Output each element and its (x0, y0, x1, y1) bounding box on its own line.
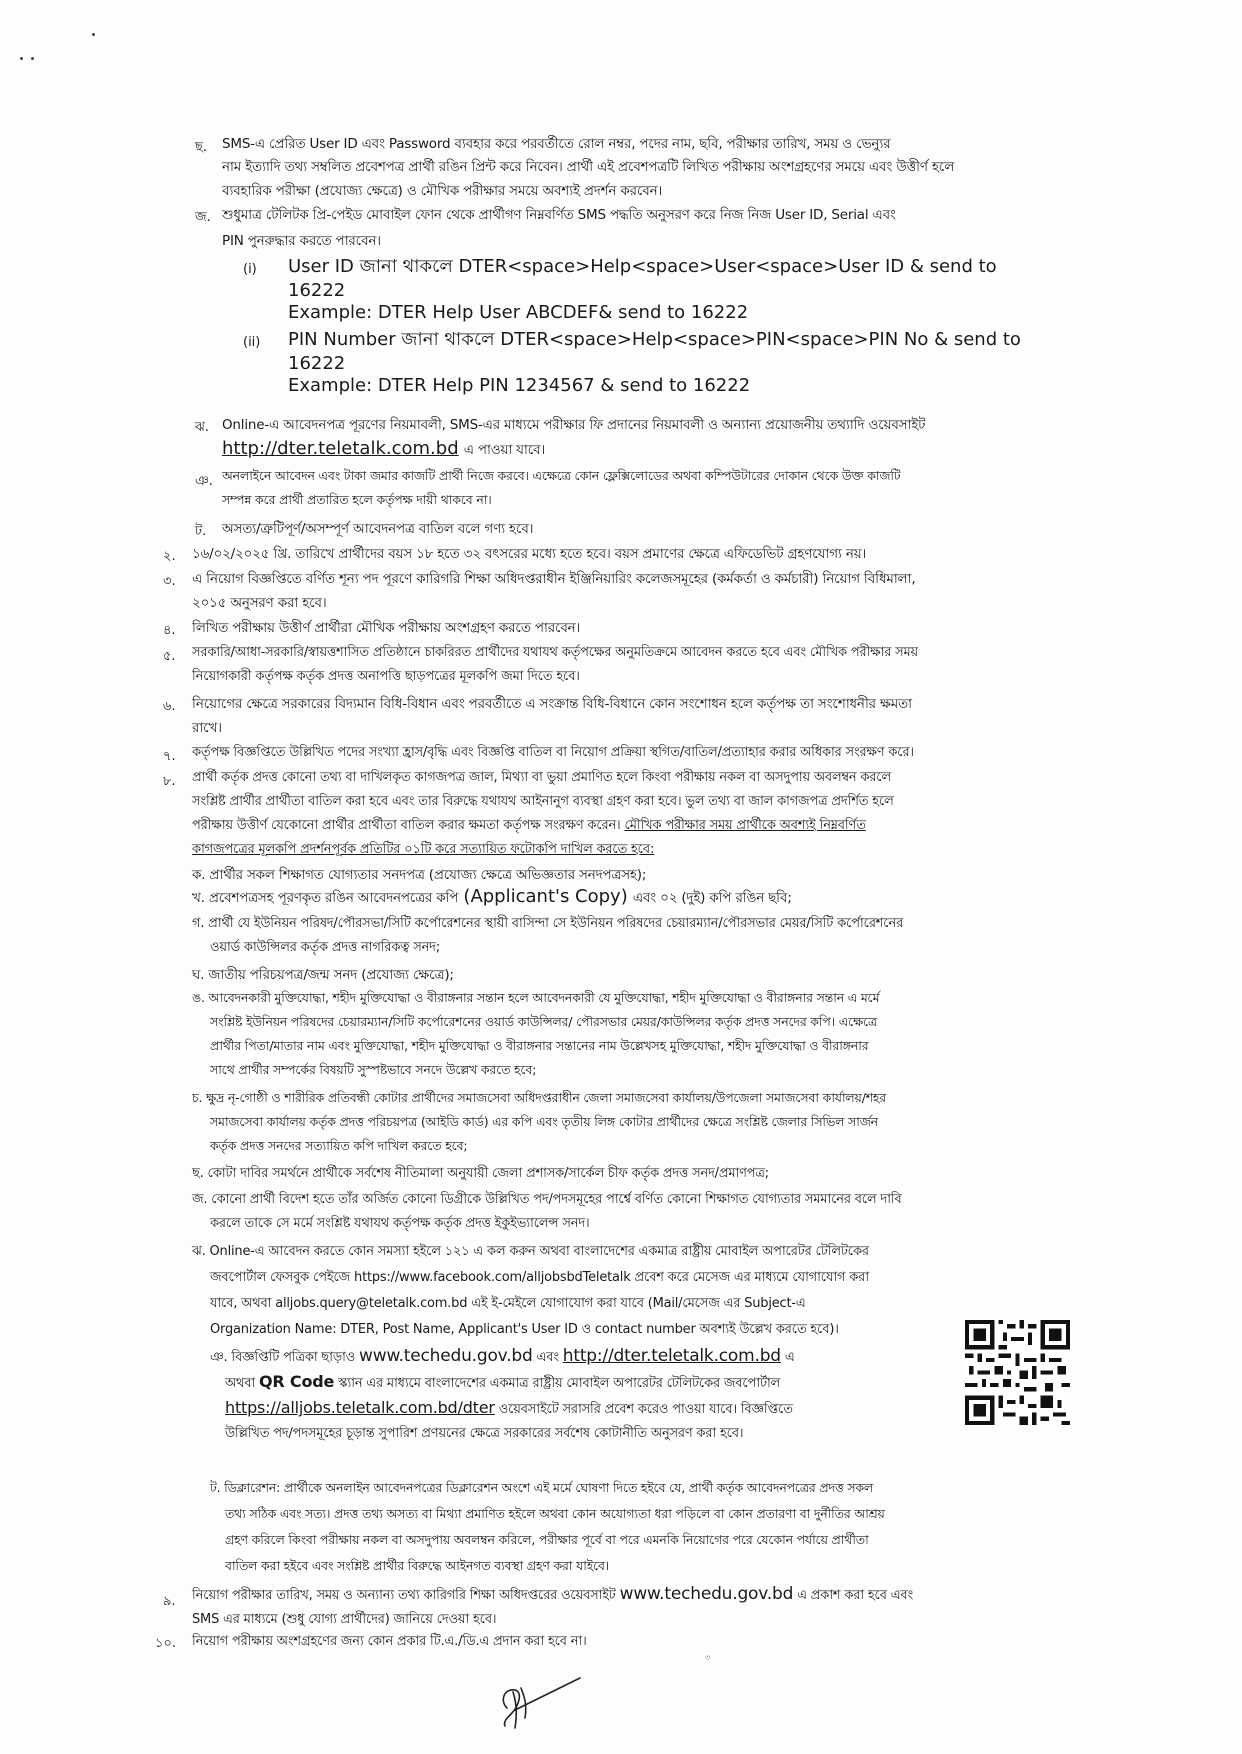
item-cha-line: ব্যবহারিক পরীক্ষা (প্রযোজ্য ক্ষেত্রে) ও মৌখিক পরীক্ষার সময়ে অবশ্যই প্রদর্শন করবেন। (222, 183, 663, 199)
item-marker: ২. (163, 549, 176, 564)
item-marker: ঞ. (195, 474, 213, 489)
sms-number: 16222 (288, 280, 346, 301)
doc-list-ja: করলে তাকে সে মর্মে সংশ্লিষ্ট যথাযথ কর্তৃপক্ষ কর্তৃক প্রদত্ত ইকুইভ্যালেন্স সনদ। (210, 1216, 590, 1231)
item-8-line: প্রার্থী কর্তৃক প্রদত্ত কোনো তথ্য বা দাখিলকৃত কাগজপত্র জাল, মিথ্যা বা ভুয়া প্রমাণিত হলে কিংবা পরীক্ষায় নকল বা অসদুপায় অবলম্বন করলে (192, 770, 891, 785)
sub-marker: (i) (243, 262, 257, 277)
item-5-line: নিয়োগকারী কর্তৃপক্ষ কর্তৃক প্রদত্ত অনাপত্তি ছাড়পত্রের মূলকপি জমা দিতে হবে। (192, 669, 580, 684)
item-cha-line: নাম ইত্যাদি তথ্য সম্বলিত প্রবেশপত্র প্রার্থী রঙিন প্রিন্ট করে নিবেন। প্রার্থী এই প্রবেশপত্রটি লিখিত পরীক্ষায় অংশগ্রহণের সময়ে এবং উত্তীর্ণ হলে (222, 159, 955, 175)
item-8-line: কাগজপত্রের মূলকপি প্রদর্শনপূর্বক প্রতিটির ০১টি করে সত্যায়িত ফটোকপি দাখিল করতে হবে: (192, 842, 655, 857)
sms-help-pin: PIN Number জানা থাকলে DTER<space>Help<space>PIN<space>PIN No & send to (288, 329, 1021, 350)
item-3-line: ২০১৫ অনুসরণ করা হবে। (192, 595, 327, 611)
item-nya-line: অনলাইনে আবেদন এবং টাকা জমার কাজটি প্রার্থী নিজে করবে। এক্ষেত্রে কোন ফ্লেক্সিলোডের অথবা কম্পিউটারের দোকান থেকে উক্ত কাজটি (222, 468, 901, 483)
text-span: এবং ০২ (দুই) কপি রঙিন ছবি; (632, 890, 792, 906)
doc-list-jha: ঝ. Online-এ আবেদন করতে কোন সমস্যা হইলে ১২১ এ কল করুন অথবা বাংলাদেশের একমাত্র রাষ্ট্রীয় মোবাইল অপারেটর টেলিটকের (192, 1244, 869, 1259)
doc-list-ta: বাতিল করা হইবে এবং সংশ্লিষ্ট প্রার্থীর বিরুদ্ধে আইনগত ব্যবস্থা গ্রহণ করা যাইবে। (225, 1558, 610, 1573)
text-span: অথবা (225, 1376, 256, 1391)
item-marker: ১০. (155, 1636, 177, 1651)
doc-list-uma: প্রার্থীর পিতা/মাতার নাম এবং মুক্তিযোদ্ধা, শহীদ মুক্তিযোদ্ধা ও বীরাঙ্গনার সন্তানের নাম উল্লেখসহ মুক্তিযোদ্ধা, শহীদ মুক্তিযোদ্ধা ও বীরাঙ্গনার (210, 1038, 869, 1053)
techedu-link[interactable]: www.techedu.gov.bd (359, 1346, 533, 1366)
doc-list-uma: সাথে প্রার্থীর সম্পর্কের বিষয়টি সুস্পষ্টভাবে সনদে উল্লেখ করতে হবে; (210, 1062, 537, 1077)
doc-list-ka: ক. প্রার্থীর সকল শিক্ষাগত যোগ্যতার সনদপত্র (প্রযোজ্য ক্ষেত্রে অভিজ্ঞতার সনদপত্রসহ); (192, 867, 647, 883)
item-marker: ৪. (163, 623, 176, 638)
sms-number: 16222 (288, 353, 346, 374)
dter-link[interactable]: http://dter.teletalk.com.bd (562, 1346, 781, 1366)
doc-list-jha: Organization Name: DTER, Post Name, Applicant's User ID ও contact number অবশ্যই উল্লেখ করতে হবে)। (210, 1322, 839, 1337)
item-6-line: রাখে। (192, 720, 222, 736)
underlined-text: মৌখিক পরীক্ষার সময় প্রার্থীকে অবশ্যই নিম্নবর্ণিত (624, 818, 866, 833)
doc-list-cha: সমাজসেবা কার্যালয় কর্তৃক প্রদত্ত পরিচয়পত্র (আইডি কার্ড) এর কপি এবং তৃতীয় লিঙ্গ কোটার প্রার্থীদের ক্ষেত্রে সংশ্লিষ্ট জেলার সিভিল সার্জন (210, 1114, 878, 1129)
qr-code-image[interactable] (965, 1320, 1070, 1425)
doc-list-ta: তথ্য সঠিক এবং সত্য। প্রদত্ত তথ্য অসত্য বা মিথ্যা প্রমাণিত হইলে অথবা কোন অযোগ্যতা ধরা পড়িলে বা কোন প্রতারণা বা দুর্নীতির আশ্রয় (225, 1506, 885, 1521)
text-span: স্ক্যান এর মাধ্যমে বাংলাদেশের একমাত্র রাষ্ট্রীয় মোবাইল অপারেটর টেলিটকের জবপোর্টাল (338, 1376, 781, 1391)
doc-list-jha: যাবে, অথবা alljobs.query@teletalk.com.bd এই ই-মেইলে যোগাযোগ করা যাবে (Mail/মেসেজ এর Subject-এ (210, 1296, 806, 1311)
item-marker: ট. (195, 524, 207, 539)
item-6-line: নিয়োগের ক্ষেত্রে সরকারের বিদ্যমান বিধি-বিধান এবং পরবর্তীতে এ সংক্রান্ত বিধি-বিধানে কোন সংশোধন হলে কর্তৃপক্ষ তা সংশোধনীর ক্ষমতা (192, 696, 912, 712)
item-5-line: সরকারি/আধা-সরকারি/স্বায়ত্তশাসিত প্রতিষ্ঠানে চাকরিরত প্রার্থীদের যথাযথ কর্তৃপক্ষের অনুমতিক্রমে আবেদন করতে হবে এবং মৌখিক পরীক্ষার সময় (192, 645, 918, 660)
item-8-line (192, 816, 866, 837)
text-span: এ পাওয়া যাবে। (463, 442, 546, 458)
sms-help-userid: User ID জানা থাকলে DTER<space>Help<space>User<space>User ID & send to (288, 256, 997, 277)
item-ja-line: শুধুমাত্র টেলিটক প্রি-পেইড মোবাইল ফোন থেকে প্রার্থীগণ নিম্নবর্ণিত SMS পদ্ধতি অনুসরণ করে নিজ নিজ User ID, Serial এবং (222, 207, 896, 223)
doc-list-ja: জ. কোনো প্রার্থী বিদেশ হতে তাঁর অর্জিত কোনো ডিগ্রীকে উল্লিখিত পদ/পদসমূহের পার্শ্বে বর্ণিত কোনো শিক্ষাগত যোগ্যতার সমমানের বলে দাবি (192, 1192, 902, 1207)
doc-list-uma: সংশ্লিষ্ট ইউনিয়ন পরিষদের চেয়ারম্যান/সিটি কর্পোরেশনের ওয়ার্ড কাউন্সিলর/ পৌরসভার মেয়র/কাউন্সিলর কর্তৃক প্রদত্ত সনদের কপি। এক্ষেত্রে (210, 1014, 878, 1029)
item-3-line: এ নিয়োগ বিজ্ঞপ্তিতে বর্ণিত শূন্য পদ পূরণে কারিগরি শিক্ষা অধিদপ্তরাধীন ইঞ্জিনিয়ারিং কলেজসমূহের (কর্মকর্তা ও কর্মচারী) নিয়োগ বিধিমালা, (192, 571, 916, 587)
item-jha-line: Online-এ আবেদনপত্র পূরণের নিয়মাবলী, SMS-এর মাধ্যমে পরীক্ষার ফি প্রদানের নিয়মাবলী ও অন্যান্য প্রয়োজনীয় তথ্যাদি ওয়েবসাইট (222, 417, 926, 433)
doc-list-cha: কর্তৃক প্রদত্ত সনদের সত্যায়িত কপি দাখিল করতে হবে; (210, 1138, 468, 1153)
alljobs-link[interactable]: https://alljobs.teletalk.com.bd/dter (225, 1398, 495, 1417)
item-8-line: সংশ্লিষ্ট প্রার্থীর প্রার্থীতা বাতিল করা হবে এবং তার বিরুদ্ধে যথাযথ আইনানুগ ব্যবস্থা গ্রহণ করা হবে। ভুল তথ্য বা জাল কাগজপত্র প্রদর্শিত হলে (192, 794, 894, 809)
doc-list-ta: ট. ডিক্লারেশন: প্রার্থীকে অনলাইন আবেদনপত্রের ডিক্লারেশন অংশে এই মর্মে ঘোষণা দিতে হইবে যে, প্রার্থী কর্তৃক আবেদনপত্রের প্রদত্ত সকল (210, 1480, 874, 1495)
item-marker: ছ. (195, 140, 208, 155)
text-span: এবং (536, 1350, 559, 1365)
doc-list-ta: গ্রহণ করিলে কিংবা পরীক্ষায় নকল বা অসদুপায় অবলম্বন করিলে, পরীক্ষার পূর্বে বা পরে এমনকি নিয়োগের পরে যেকোন পর্যায়ে প্রার্থীতা (225, 1532, 869, 1547)
item-marker: ৮. (163, 774, 176, 789)
sub-marker: (ii) (243, 335, 261, 350)
doc-list-cha: চ. ক্ষুদ্র নৃ-গোষ্ঠী ও শারীরিক প্রতিবন্ধী কোটার প্রার্থীদের সমাজসেবা অধিদপ্তরাধীন জেলা সমাজসেবা কার্যালয়/উপজেলা সমাজসেবা কার্যালয়/শহর (192, 1090, 886, 1105)
item-marker: ৫. (163, 649, 176, 664)
page-number: ৩ (705, 1653, 711, 1662)
item-9-line (192, 1610, 496, 1631)
scan-speck (31, 57, 34, 60)
text-span: এ প্রকাশ করা হবে এবং (797, 1588, 914, 1603)
doc-list-jha: জবপোর্টাল ফেসবুক পেইজে https://www.facebook.com/alljobsbdTeletalk প্রবেশ করে মেসেজ এর মাধ্যমে যোগাযোগ করা (210, 1270, 869, 1285)
text-span: ঞ. বিজ্ঞপ্তিটি পত্রিকা ছাড়াও (210, 1350, 356, 1365)
item-10-line: নিয়োগ পরীক্ষায় অংশগ্রহণের জন্য কোন প্রকার টি.এ./ডি.এ প্রদান করা হবে না। (192, 1634, 587, 1649)
scan-speck (92, 33, 95, 36)
dter-link[interactable]: http://dter.teletalk.com.bd (222, 438, 459, 459)
item-marker: ৩. (163, 574, 176, 589)
scan-speck (20, 57, 23, 60)
doc-list-nya (225, 1398, 793, 1421)
item-4-line: লিখিত পরীক্ষায় উত্তীর্ণ প্রার্থীরা মৌখিক পরীক্ষায় অংশগ্রহণ করতে পারবেন। (192, 620, 581, 636)
doc-list-nya: উল্লিখিত পদ/পদসমূহের চূড়ান্ত সুপারিশ প্রণয়নের ক্ষেত্রে সরকারের সর্বশেষ কোটানীতি অনুসরণ করা হবে। (225, 1426, 744, 1441)
doc-list-uma: ঙ. আবেদনকারী মুক্তিযোদ্ধা, শহীদ মুক্তিযোদ্ধা ও বীরাঙ্গনার সন্তান হলে আবেদনকারী যে মুক্তিযোদ্ধা, শহীদ মুক্তিযোদ্ধা ও বীরাঙ্গনার সন্তান এ মর্মে (192, 990, 880, 1005)
text-span: এ (784, 1350, 795, 1365)
doc-list-ga: ওয়ার্ড কাউন্সিলর কর্তৃক প্রদত্ত নাগরিকত্ব সনদ; (210, 940, 440, 955)
doc-list-ga: গ. প্রার্থী যে ইউনিয়ন পরিষদ/পৌরসভা/সিটি কর্পোরেশনের স্থায়ী বাসিন্দা সে ইউনিয়ন পরিষদের চেয়ারম্যান/পৌরসভার মেয়র/সিটি কর্পোরেশনের (192, 916, 904, 931)
doc-list-chha: ছ. কোটা দাবির সমর্থনে প্রার্থীকে সর্বশেষ নীতিমালা অনুযায়ী জেলা প্রশাসক/সার্কেল চীফ কর্তৃক প্রদত্ত সনদ/প্রমাণপত্র; (192, 1166, 769, 1181)
item-marker: ৬. (163, 699, 176, 714)
item-nya-line: সম্পন্ন করে প্রার্থী প্রতারিত হলে কর্তৃপক্ষ দায়ী থাকবে না। (222, 492, 492, 507)
text-span: পরীক্ষায় উত্তীর্ণ যেকোনো প্রার্থীর প্রার্থীতা বাতিল করার ক্ষমতা কর্তৃপক্ষ সংরক্ষণ করেন। (192, 818, 621, 833)
doc-list-kha (192, 886, 792, 910)
item-7-line: কর্তৃপক্ষ বিজ্ঞপ্তিতে উল্লিখিত পদের সংখ্যা হ্রাস/বৃদ্ধি এবং বিজ্ঞপ্তি বাতিল বা নিয়োগ প্রক্রিয়া স্থগিত/বাতিল/প্রত্যাহার করার অধিকার সংরক্ষণ করে। (192, 745, 914, 760)
item-jha-line (222, 438, 545, 462)
item-marker: ৯. (163, 1594, 176, 1609)
text-span: নিয়োগ পরীক্ষার তারিখ, সময় ও অন্যান্য তথ্য কারিগরি শিক্ষা অধিদপ্তরের ওয়েবসাইট (192, 1588, 616, 1603)
item-ja-line: PIN পুনরুদ্ধার করতে পারবেন। (222, 233, 381, 249)
qr-code-label: QR Code (259, 1372, 335, 1391)
text-span: (Applicant's Copy) (463, 886, 628, 907)
doc-list-nya (210, 1346, 795, 1369)
item-cha-line (222, 133, 890, 156)
doc-list-gha: ঘ. জাতীয় পরিচয়পত্র/জন্ম সনদ (প্রযোজ্য ক্ষেত্রে); (192, 967, 454, 983)
item-ta-line: অসত্য/ত্রুটিপূর্ণ/অসম্পূর্ণ আবেদনপত্র বাতিল বলে গণ্য হবে। (222, 521, 534, 537)
sms-example: Example: DTER Help PIN 1234567 & send to 16222 (288, 375, 751, 396)
item-marker: ৭. (163, 749, 176, 764)
techedu-link[interactable]: www.techedu.gov.bd (619, 1584, 794, 1604)
doc-list-nya (225, 1372, 780, 1395)
item-2-line: ১৬/০২/২০২৫ খ্রি. তারিখে প্রার্থীদের বয়স ১৮ হতে ৩২ বৎসরের মধ্যে হতে হবে। বয়স প্রমাণের ক্ষেত্রে এফিডেভিট গ্রহণযোগ্য নয়। (192, 546, 867, 562)
text-line: SMS-এ প্রেরিত User ID এবং Password ব্যবহার করে পরবর্তীতে রোল নম্বর, পদের নাম, ছবি, পরীক্ষার তারিখ, সময় ও ভেন্যুর (222, 136, 891, 152)
sms-example: Example: DTER Help User ABCDEF& send to 16222 (288, 302, 749, 323)
text-span: ওয়েবসাইটে সরাসরি প্রবেশ করেও পাওয়া যাবে। বিজ্ঞপ্তিতে (498, 1402, 793, 1417)
text-span: খ. প্রবেশপত্রসহ পূরণকৃত রঙিন আবেদনপত্রের কপি (192, 890, 459, 906)
item-marker: ঝ. (195, 420, 209, 435)
item-marker: জ. (195, 210, 211, 225)
text-span: SMS এর মাধ্যমে (শুধু যোগ্য প্রার্থীদের) জানিয়ে দেওয়া হবে। (192, 1612, 497, 1627)
item-9-line (192, 1584, 913, 1607)
signature-image (495, 1670, 585, 1730)
